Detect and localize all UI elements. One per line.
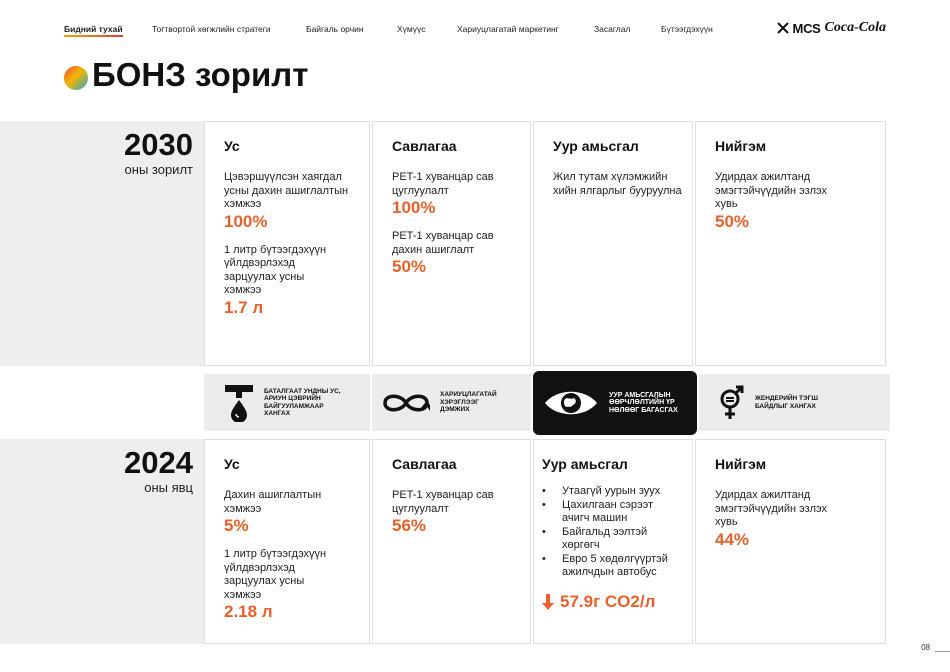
page-title: БОНЗ зорилт bbox=[92, 56, 309, 93]
metric-value: 1.7 л bbox=[224, 297, 264, 317]
brand-logo bbox=[777, 20, 886, 36]
list-item: • Цахилгаан сэрээт ачигч машин bbox=[542, 499, 682, 526]
water-drop-icon bbox=[224, 384, 254, 422]
card-heading: Уур амьсгал bbox=[542, 456, 628, 472]
metric-description: Цэвэршүүлсэн хаягдал усны дахин ашиглалтын хэмжээ bbox=[224, 171, 349, 210]
brand-mcs: MCS bbox=[792, 20, 821, 36]
nav-item-label: Бидний тухай bbox=[64, 24, 123, 34]
eye-globe-icon bbox=[543, 387, 599, 419]
nav-item-environment[interactable]: Байгаль орчин bbox=[306, 24, 364, 34]
nav-item-strategy[interactable]: Тогтвортой хөгжлийн стратеги bbox=[152, 24, 271, 34]
progress-card-society bbox=[695, 439, 886, 644]
metric-description: 1 литр бүтээгдэхүүн үйлдвэрлэхэд зарцуулах усны хэмжээ bbox=[224, 548, 327, 601]
progress-cards bbox=[204, 439, 886, 644]
metric-value: 50% bbox=[392, 257, 427, 276]
target-card-packaging bbox=[372, 121, 531, 366]
nav-active-underline bbox=[64, 35, 123, 37]
nav-item-products[interactable]: Бүтээгдэхүүн bbox=[661, 24, 713, 34]
card-heading: Уур амьсгал bbox=[553, 138, 639, 154]
brand-coca-cola: Coca-Cola bbox=[824, 20, 886, 35]
infinity-icon bbox=[382, 390, 430, 416]
sdg-label: ХАРИУЦЛАГАТАЙ ХЭРЭГЛЭЭГ ДЭМЖИХ bbox=[440, 391, 497, 414]
metric-description: 1 литр бүтээгдэхүүн үйлдвэрлэхэд зарцуулах усны хэмжээ bbox=[224, 243, 327, 296]
progress-card-climate bbox=[533, 439, 693, 644]
gender-equality-icon bbox=[719, 384, 745, 422]
metric-description: Дахин ашиглалтын хэмжээ bbox=[224, 489, 322, 515]
top-nav bbox=[64, 24, 890, 38]
co2-value-text: 57.9г CO2/л bbox=[560, 591, 656, 611]
metric-value: 100% bbox=[224, 211, 268, 231]
nav-item-about[interactable] bbox=[64, 24, 123, 34]
target-card-society bbox=[695, 121, 886, 366]
list-item: • Байгальд ээлтэй хөргөгч bbox=[542, 526, 682, 553]
metric-value: 44% bbox=[715, 529, 750, 549]
target-year-band bbox=[0, 121, 204, 366]
sdg-label: ЖЕНДЕРИЙН ТЭГШ БАЙДЛЫГ ХАНГАХ bbox=[755, 395, 818, 410]
card-heading: Нийгэм bbox=[715, 456, 767, 472]
metric-value: 100% bbox=[392, 198, 436, 217]
metric-description: Удирдах ажилтанд эмэгтэйчүүдийн эзлэх хувь bbox=[715, 489, 827, 528]
list-item: • Утаагүй уурын зуух bbox=[542, 485, 682, 499]
progress-card-packaging bbox=[372, 439, 531, 644]
arrow-down-icon bbox=[542, 594, 554, 610]
card-heading: Ус bbox=[224, 138, 240, 154]
metric-description: PET-1 хуванцар сав цуглуулалт bbox=[392, 489, 494, 515]
sdg-icon-strip bbox=[204, 374, 890, 435]
progress-year: 2024 bbox=[124, 445, 193, 480]
target-year: 2030 bbox=[124, 127, 193, 162]
target-card-water bbox=[204, 121, 370, 366]
sdg-gender-equality bbox=[699, 374, 890, 431]
sdg-label: УУР АМЬСГАЛЫН ӨӨРЧЛӨЛТИЙН ҮР НӨЛӨӨГ БАГАСГАХ bbox=[609, 391, 678, 414]
progress-year-block bbox=[124, 447, 193, 495]
sdg-water-sanitation bbox=[204, 374, 370, 431]
metric-description: PET-1 хуванцар сав дахин ашиглалт bbox=[392, 230, 494, 256]
page-number: 08 bbox=[921, 643, 930, 652]
metric-value: 50% bbox=[715, 211, 750, 231]
nav-item-people[interactable]: Хүмүүс bbox=[397, 24, 426, 34]
metric-value: 56% bbox=[392, 516, 427, 535]
sdg-label: БАТАЛГААТ УНДНЫ УС, АРИУН ЦЭВРИЙН БАЙГУУЛАМЖААР ХАНГАХ bbox=[264, 387, 341, 417]
target-cards bbox=[204, 121, 886, 366]
metric-description: Удирдах ажилтанд эмэгтэйчүүдийн эзлэх хувь bbox=[715, 171, 827, 210]
co2-emission-value bbox=[542, 592, 692, 612]
card-heading: Нийгэм bbox=[715, 138, 767, 154]
title-gradient-dot bbox=[64, 66, 88, 90]
list-item: • Евро 5 хөдөлгүүртэй ажилчдын автобус bbox=[542, 553, 682, 580]
progress-year-subtitle: оны явц bbox=[144, 480, 193, 495]
metric-description: Жил тутам хүлэмжийн хийн ялгарлыг бууруулна bbox=[553, 171, 682, 197]
metric-description: PET-1 хуванцар сав цуглуулалт bbox=[392, 171, 494, 197]
progress-year-band bbox=[0, 439, 204, 644]
climate-initiatives-list bbox=[542, 485, 682, 580]
metric-value: 5% bbox=[224, 516, 249, 535]
metric-value: 2.18 л bbox=[224, 602, 273, 621]
card-heading: Ус bbox=[224, 456, 240, 472]
mcs-mark-icon bbox=[777, 22, 789, 34]
card-heading: Савлагаа bbox=[392, 138, 457, 154]
sdg-climate-action bbox=[533, 371, 697, 435]
card-heading: Савлагаа bbox=[392, 456, 457, 472]
target-year-subtitle: оны зорилт bbox=[124, 162, 193, 177]
progress-card-water bbox=[204, 439, 370, 644]
target-year-block bbox=[124, 129, 193, 177]
target-card-climate bbox=[533, 121, 693, 366]
sdg-responsible-consumption bbox=[372, 374, 531, 431]
nav-item-marketing[interactable]: Хариуцлагатай маркетинг bbox=[457, 24, 559, 34]
nav-item-governance[interactable]: Засаглал bbox=[594, 24, 631, 34]
